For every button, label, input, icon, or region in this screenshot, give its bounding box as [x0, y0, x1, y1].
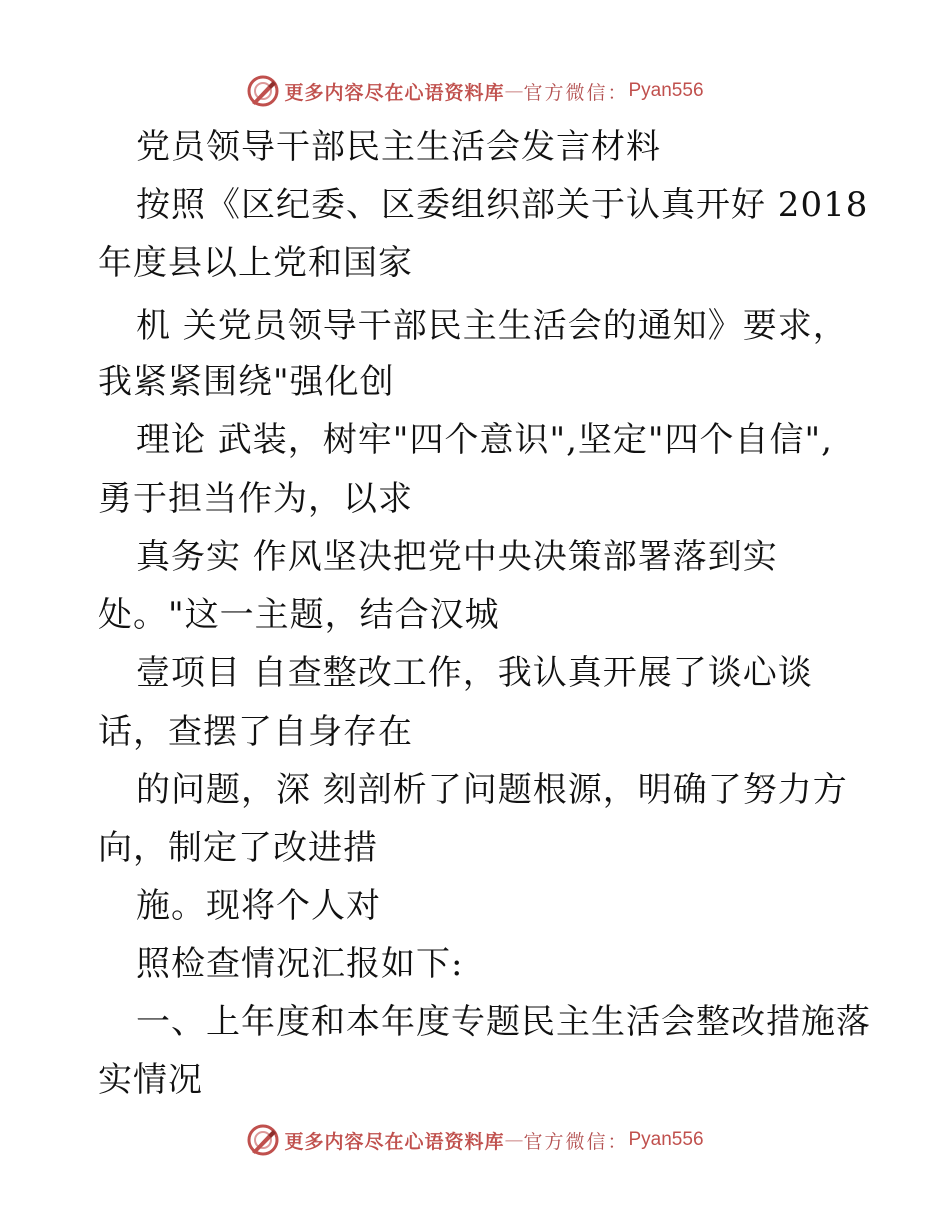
- doc-line: 壹项目 自查整改工作，我认真开展了谈心谈: [136, 653, 813, 693]
- doc-line: 年度县以上党和国家: [98, 243, 413, 283]
- doc-line: 处。"这一主题，结合汉城: [98, 595, 500, 635]
- doc-line: 实情况: [98, 1060, 203, 1100]
- doc-line: 机 关党员领导干部民主生活会的通知》要求，: [136, 306, 848, 346]
- doc-line: 一、上年度和本年度专题民主生活会整改措施落: [136, 1002, 871, 1042]
- doc-line: 我紧紧围绕"强化创: [98, 362, 395, 402]
- watermark-label: 官方微信：: [523, 1130, 629, 1153]
- doc-title: 党员领导干部民主生活会发言材料: [136, 127, 661, 167]
- doc-line: 勇于担当作为，以求: [98, 479, 413, 519]
- doc-line: 的问题，深 刻剖析了问题根源，明确了努力方: [136, 770, 848, 810]
- watermark-label: 官方微信：: [523, 81, 629, 104]
- watermark-dash: —: [504, 1129, 524, 1151]
- doc-line: 向，制定了改进措: [98, 828, 378, 868]
- watermark-site: 更多内容尽在心语资料库: [284, 1130, 505, 1153]
- doc-line: 按照《区纪委、区委组织部关于认真开好 2018: [136, 185, 869, 225]
- watermark-dash: —: [504, 80, 524, 102]
- doc-line: 理论 武装，树牢"四个意识",坚定"四个自信",: [136, 420, 833, 460]
- watermark-site: 更多内容尽在心语资料库: [284, 81, 505, 104]
- doc-line: 施。现将个人对: [136, 886, 381, 926]
- watermark-id: Pyan556: [628, 80, 704, 101]
- pen-logo-icon: [246, 1123, 280, 1157]
- watermark-id: Pyan556: [628, 1129, 704, 1150]
- doc-line: 话，查摆了自身存在: [98, 712, 413, 752]
- footer-watermark: [0, 1120, 950, 1160]
- doc-line: 真务实 作风坚决把党中央决策部署落到实: [136, 537, 778, 577]
- doc-line: 照检查情况汇报如下:: [136, 944, 464, 984]
